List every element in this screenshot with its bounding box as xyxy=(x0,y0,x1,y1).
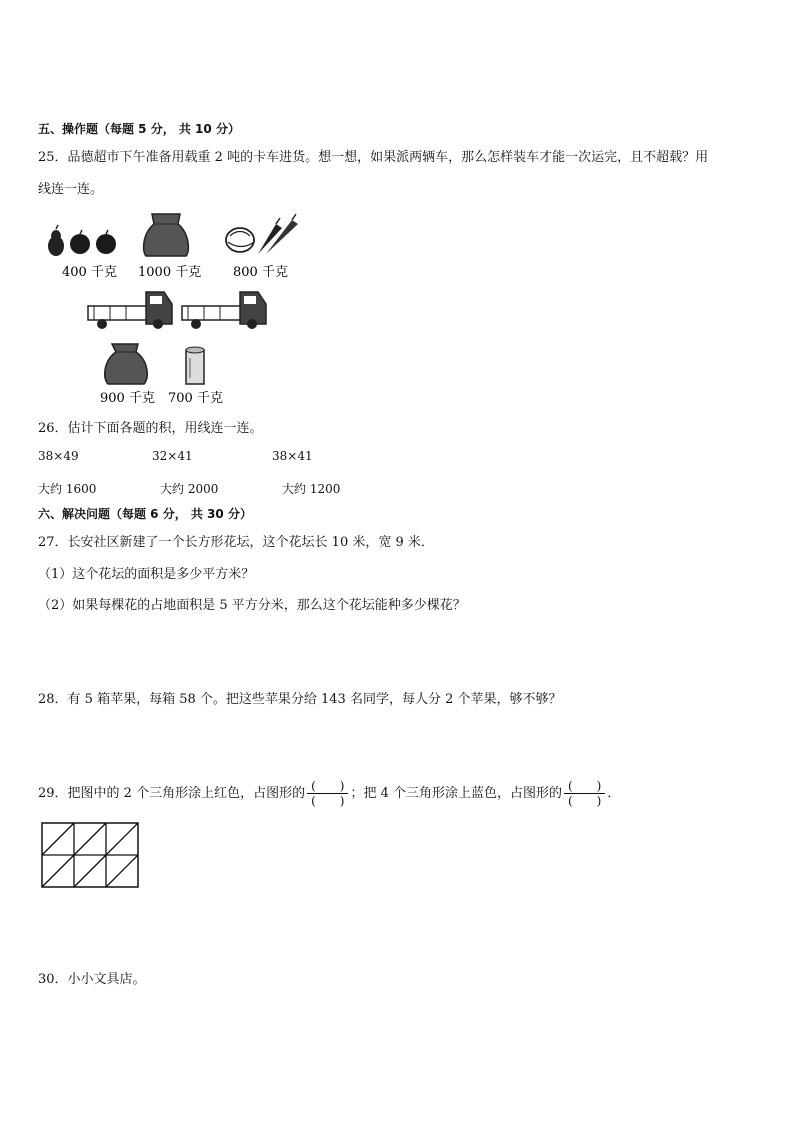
q26-expr-1: 38×49 xyxy=(38,449,79,463)
q26-title: 26．估计下面各题的积，用线连一连。 xyxy=(38,421,263,436)
q29-text xyxy=(38,779,620,809)
sack-icon xyxy=(144,214,189,256)
label-900kg: 900 千克 xyxy=(100,391,155,406)
fraction-blank-2[interactable] xyxy=(564,779,605,808)
q25-illustration xyxy=(40,200,320,410)
numerator-blank[interactable]: ( ) xyxy=(564,779,605,794)
q29-part1: 29．把图中的 2 个三角形涂上红色，占图形的 xyxy=(38,786,306,801)
q25-text-line1: 25．品德超市下午准备用载重 2 吨的卡车进货。想一想，如果派两辆车，那么怎样装车才能一次运完，且不超载？用 xyxy=(38,150,709,165)
q28-title: 28．有 5 箱苹果，每箱 58 个。把这些苹果分给 143 名同学，每人分 2 个苹果，够不够？ xyxy=(38,692,562,707)
q26-expr-3: 38×41 xyxy=(272,449,313,463)
q27-sub1: （1）这个花坛的面积是多少平方米？ xyxy=(38,567,255,582)
denominator-blank[interactable]: ( ) xyxy=(568,794,602,808)
numerator-blank[interactable]: ( ) xyxy=(307,779,348,794)
q26-answer-1: 大约 1600 xyxy=(38,482,97,496)
triangle-grid-figure xyxy=(41,822,141,890)
q27-title: 27．长安社区新建了一个长方形花坛，这个花坛长 10 米，宽 9 米． xyxy=(38,535,434,550)
bag-icon xyxy=(105,344,148,384)
label-700kg: 700 千克 xyxy=(168,391,223,406)
q26-expr-2: 32×41 xyxy=(152,449,193,463)
fraction-blank-1[interactable] xyxy=(307,779,348,808)
apple-icon xyxy=(70,230,90,254)
pear-icon xyxy=(48,225,64,256)
q26-answer-2: 大约 2000 xyxy=(160,482,219,496)
truck-icon xyxy=(88,292,172,329)
apple-icon xyxy=(96,230,116,254)
label-1000kg: 1000 千克 xyxy=(138,265,202,280)
label-400kg: 400 千克 xyxy=(62,265,117,280)
q30-title: 30．小小文具店。 xyxy=(38,972,146,987)
section-six-title: 六、解决问题（每题 6 分， 共 30 分） xyxy=(38,507,252,521)
q29-part3: ． xyxy=(607,786,621,801)
q27-sub2: （2）如果每棵花的占地面积是 5 平方分米，那么这个花坛能种多少棵花？ xyxy=(38,598,466,613)
q25-text-line2: 线连一连。 xyxy=(38,182,104,197)
can-icon xyxy=(186,347,204,384)
q26-answer-3: 大约 1200 xyxy=(282,482,341,496)
vegetables-icon xyxy=(226,214,298,254)
label-800kg: 800 千克 xyxy=(233,265,288,280)
q29-part2: ；把 4 个三角形涂上蓝色，占图形的 xyxy=(350,786,562,801)
truck-icon xyxy=(182,292,266,329)
section-five-title: 五、操作题（每题 5 分， 共 10 分） xyxy=(38,122,240,136)
denominator-blank[interactable]: ( ) xyxy=(311,794,345,808)
